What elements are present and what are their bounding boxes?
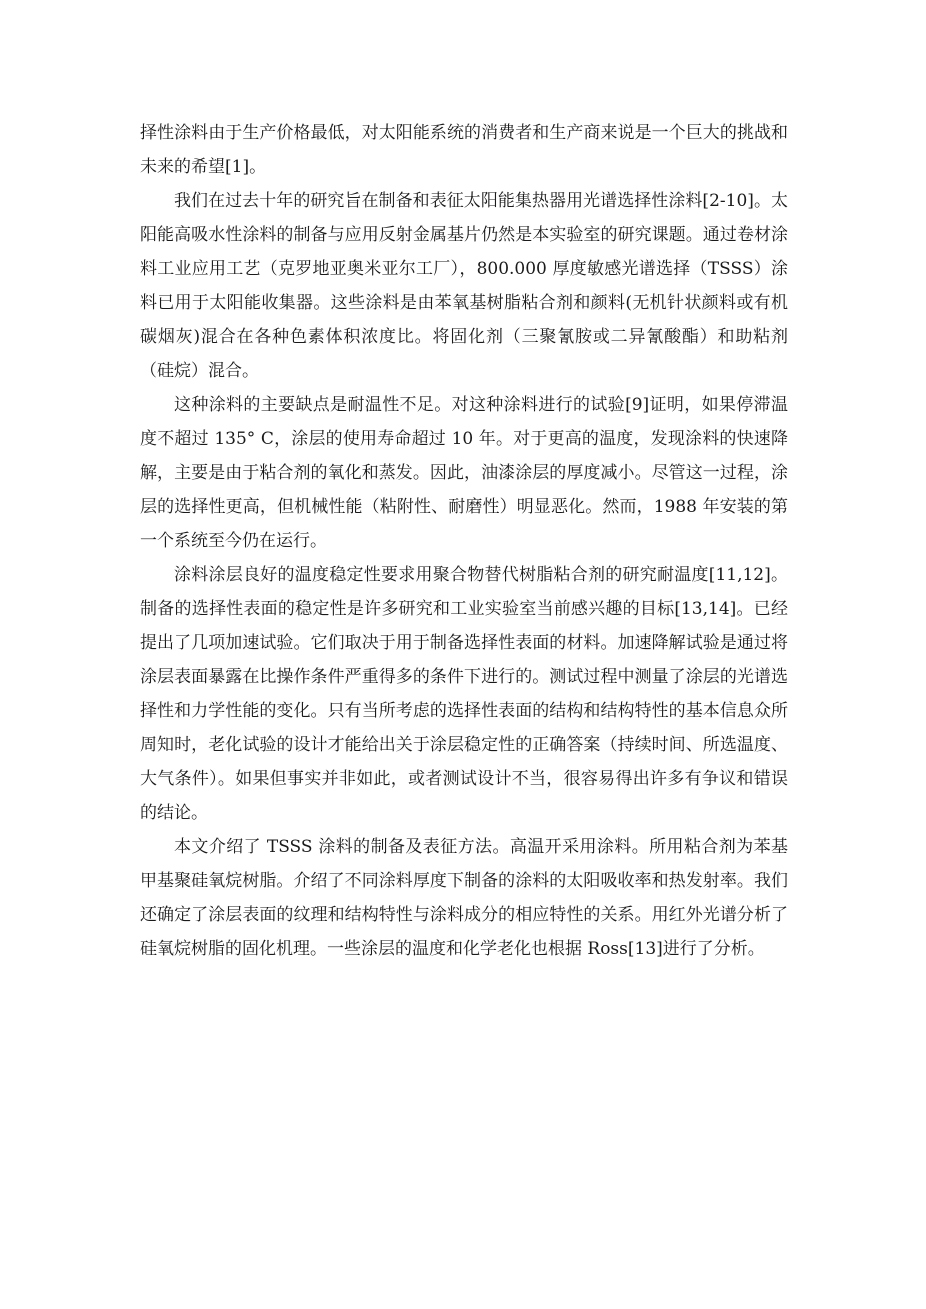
paragraph-coating-drawbacks: 这种涂料的主要缺点是耐温性不足。对这种涂料进行的试验[9]证明，如果停滞温度不超过 135° C，涂层的使用寿命超过 10 年。对于更高的温度，发现涂料的快速降解，主要是由于粘合剂的氧化和蒸发。因此，油漆涂层的厚度减小。尽管这一过程，涂层的选择性更高，但机械性能（粘附性、耐磨性）明显恶化。然而，1988 年安装的第一个系统至今仍在运行。 [140,395,788,551]
paragraph-temperature-stability: 涂料涂层良好的温度稳定性要求用聚合物替代树脂粘合剂的研究耐温度[11,12]。制备的选择性表面的稳定性是许多研究和工业实验室当前感兴趣的目标[13,14]。已经提出了几项加速试验。它们取决于用于制备选择性表面的材料。加速降解试验是通过将涂层表面暴露在比操作条件严重得多的条件下进行的。测试过程中测量了涂层的光谱选择性和力学性能的变化。只有当所考虑的选择性表面的结构和结构特性的基本信息众所周知时，老化试验的设计才能给出关于涂层稳定性的正确答案（持续时间、所选温度、大气条件）。如果但事实并非如此，或者测试设计不当，很容易得出许多有争议和错误的结论。 [140,565,788,823]
paragraph-paper-overview: 本文介绍了 TSSS 涂料的制备及表征方法。高温开采用涂料。所用粘合剂为苯基甲基聚硅氧烷树脂。介绍了不同涂料厚度下制备的涂料的太阳吸收率和热发射率。我们还确定了涂层表面的纹理和结构特性与涂料成分的相应特性的关系。用红外光谱分析了硅氧烷树脂的固化机理。一些涂层的温度和化学老化也根据 Ross[13]进行了分析。 [140,837,788,959]
paragraph-continued: 择性涂料由于生产价格最低，对太阳能系统的消费者和生产商来说是一个巨大的挑战和未来的希望[1]。 [140,123,788,177]
paragraph-research-background: 我们在过去十年的研究旨在制备和表征太阳能集热器用光谱选择性涂料[2-10]。太阳能高吸水性涂料的制备与应用反射金属基片仍然是本实验室的研究课题。通过卷材涂料工业应用工艺（克罗地亚奥米亚尔工厂），800.000 厚度敏感光谱选择（TSSS）涂料已用于太阳能收集器。这些涂料是由苯氧基树脂粘合剂和颜料(无机针状颜料或有机碳烟灰)混合在各种色素体积浓度比。将固化剂（三聚氰胺或二异氰酸酯）和助粘剂（硅烷）混合。 [140,191,788,381]
document-page [140,116,788,966]
